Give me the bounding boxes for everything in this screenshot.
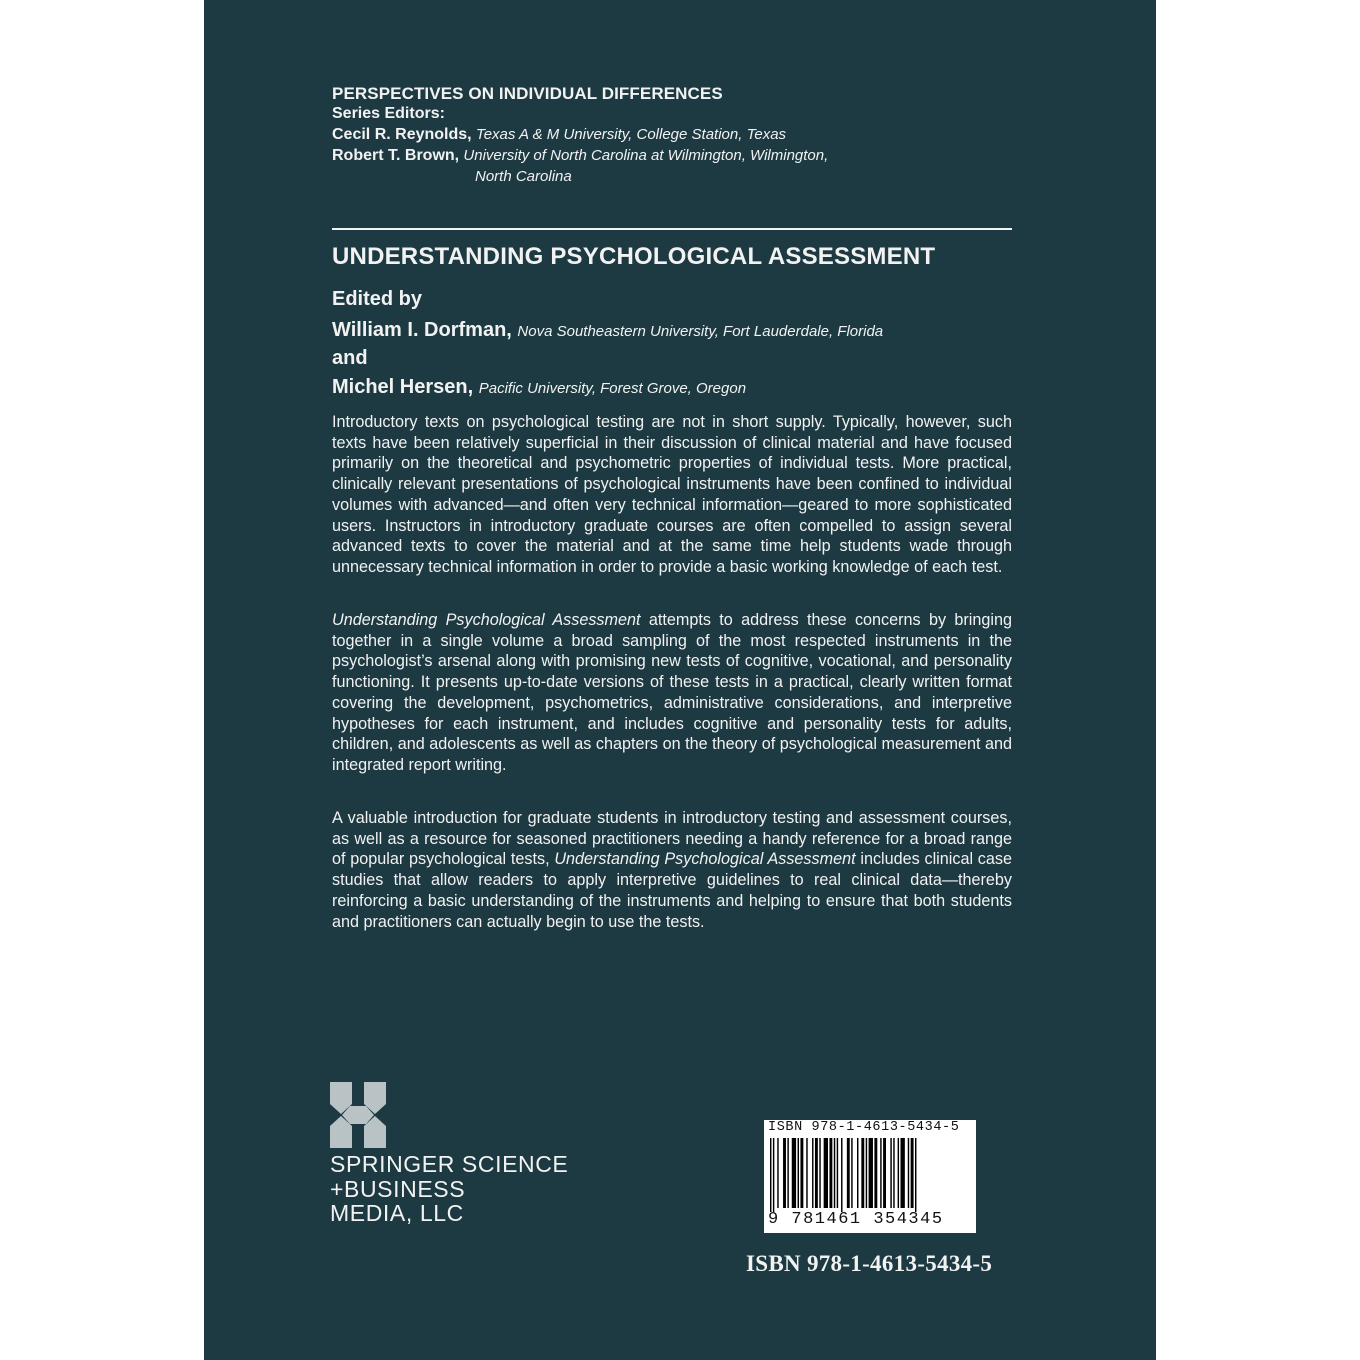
barcode-bar [798,1138,799,1208]
book-editor-2-name: Michel Hersen, [332,376,474,398]
barcode-bar [901,1138,905,1208]
book-title-italic-2: Understanding Psychological Assessment [554,850,856,869]
barcode-bar [911,1138,914,1208]
book-editor-1-name: William I. Dorfman, [332,319,512,341]
barcode-bar [874,1138,877,1208]
description-paragraph-1: Introductory texts on psychological testing are not in short supply. Typically, however, such texts have been relatively superficial in their discussion of clinical material and have focused primarily on the theoretical and psychometric properties of individual tests. More practical, clinically relevant presentations of psychological instruments have been confined to individual volumes with advanced—and often very technical information—geared to more sophisticated users. Instructors in introductory graduate courses are often compelled to assign several advanced texts to cover the material and at the same time help students wade through unnecessary technical information in order to provide a basic working knowledge of each test. [332,413,1012,576]
book-editor-1-affiliation: Nova Southeastern University, Fort Lauderdale, Florida [517,323,884,340]
barcode-bar [837,1138,838,1208]
series-editor-1-name: Cecil R. Reynolds, [332,126,472,143]
edited-by-label: Edited by [332,288,423,310]
barcode-bar [806,1138,807,1208]
book-title-italic: Understanding Psychological Assessment [332,611,641,629]
book-editor-2 [332,376,746,399]
barcode-bar [787,1138,788,1208]
barcode-bar [834,1138,835,1208]
barcode-bar [824,1138,828,1208]
publisher-name [330,1152,568,1226]
barcode-bar [915,1138,916,1212]
barcode-bar [883,1138,886,1208]
barcode-bar [770,1138,771,1212]
barcode-isbn-text: ISBN 978-1-4613-5434-5 [768,1120,960,1135]
barcode-bar [841,1138,842,1212]
description-paragraph-2 [332,610,1012,776]
barcode-bar [783,1138,786,1208]
barcode-bar [898,1138,899,1208]
barcode-bar [857,1138,858,1208]
publisher-line-3: MEDIA, LLC [330,1200,464,1226]
barcode-bar [890,1138,891,1208]
barcode-bar [777,1138,778,1208]
barcode-bar [866,1138,867,1208]
isbn: ISBN 978-1-4613-5434-5 [746,1251,993,1276]
barcode-bars [768,1138,972,1212]
barcode-bar [800,1138,803,1208]
barcode-bar [861,1138,864,1208]
barcode-bar [908,1138,909,1208]
barcode-bar [773,1138,774,1212]
and-label: and [332,347,368,369]
publisher-line-2: +BUSINESS [330,1175,466,1202]
series-editor-2-name: Robert T. Brown, [332,147,460,164]
series-title: PERSPECTIVES ON INDIVIDUAL DIFFERENCES [332,84,723,103]
series-editor-1 [332,126,786,144]
series-editor-1-affiliation: Texas A & M University, College Station, Texas [475,126,787,143]
barcode-bar [847,1138,850,1208]
back-cover [204,0,1156,1360]
description-paragraph-3 [332,808,1012,932]
barcode-bar [819,1138,820,1208]
barcode-bar [880,1138,881,1208]
series-editor-2-affiliation-cont: North Carolina [475,168,572,185]
barcode-bar [893,1138,894,1208]
barcode-bar [869,1138,873,1208]
description-paragraph-2-text: attempts to address these concerns by bringing together in a single volume a broad sampling of the most respected instruments in the psychologist’s arsenal along with promising new tests of cognitive, vocational, and personality functioning. It presents up-to-date versions of these tests in a practical, clearly written format covering the development, psychometrics, administrative considerations, and interpretive hypotheses for each instrument, and includes cognitive and personality tests for adults, children, and adolescents as well as chapters on the theory of psychological measurement and integrated report writing. [332,611,1012,774]
book-editor-2-affiliation: Pacific University, Forest Grove, Oregon [478,380,747,397]
publisher-line-1: SPRINGER SCIENCE [330,1151,569,1177]
barcode-bar [792,1138,796,1208]
barcode-bar [829,1138,832,1208]
description-paragraph-3-start: A valuable introduction for graduate students in introductory testing and assessment courses, as well as a resource for seasoned practitioners needing a handy reference for a broad range of popular psychological tests, [332,809,1012,869]
divider [332,228,1012,230]
book-title: UNDERSTANDING PSYCHOLOGICAL ASSESSMENT [332,243,936,270]
springer-logo-icon [328,1080,388,1150]
barcode-number: 9 781461 354345 [768,1210,944,1229]
series-editors-label: Series Editors: [332,105,445,122]
series-editor-2 [332,147,828,165]
book-editor-1 [332,319,883,342]
barcode-bar [815,1138,818,1208]
description-paragraph-3-text: includes clinical case studies that allow readers to apply interpretive guidelines to real clinical data—thereby reinforcing a basic understanding of the instruments and helping to ensure that both students and practitioners can actually begin to use the tests. [332,850,1012,931]
barcode [764,1120,976,1233]
series-editor-2-affiliation: University of North Carolina at Wilmington, Wilmington, [463,147,829,164]
barcode-bar [812,1138,813,1208]
barcode-bar [851,1138,852,1208]
